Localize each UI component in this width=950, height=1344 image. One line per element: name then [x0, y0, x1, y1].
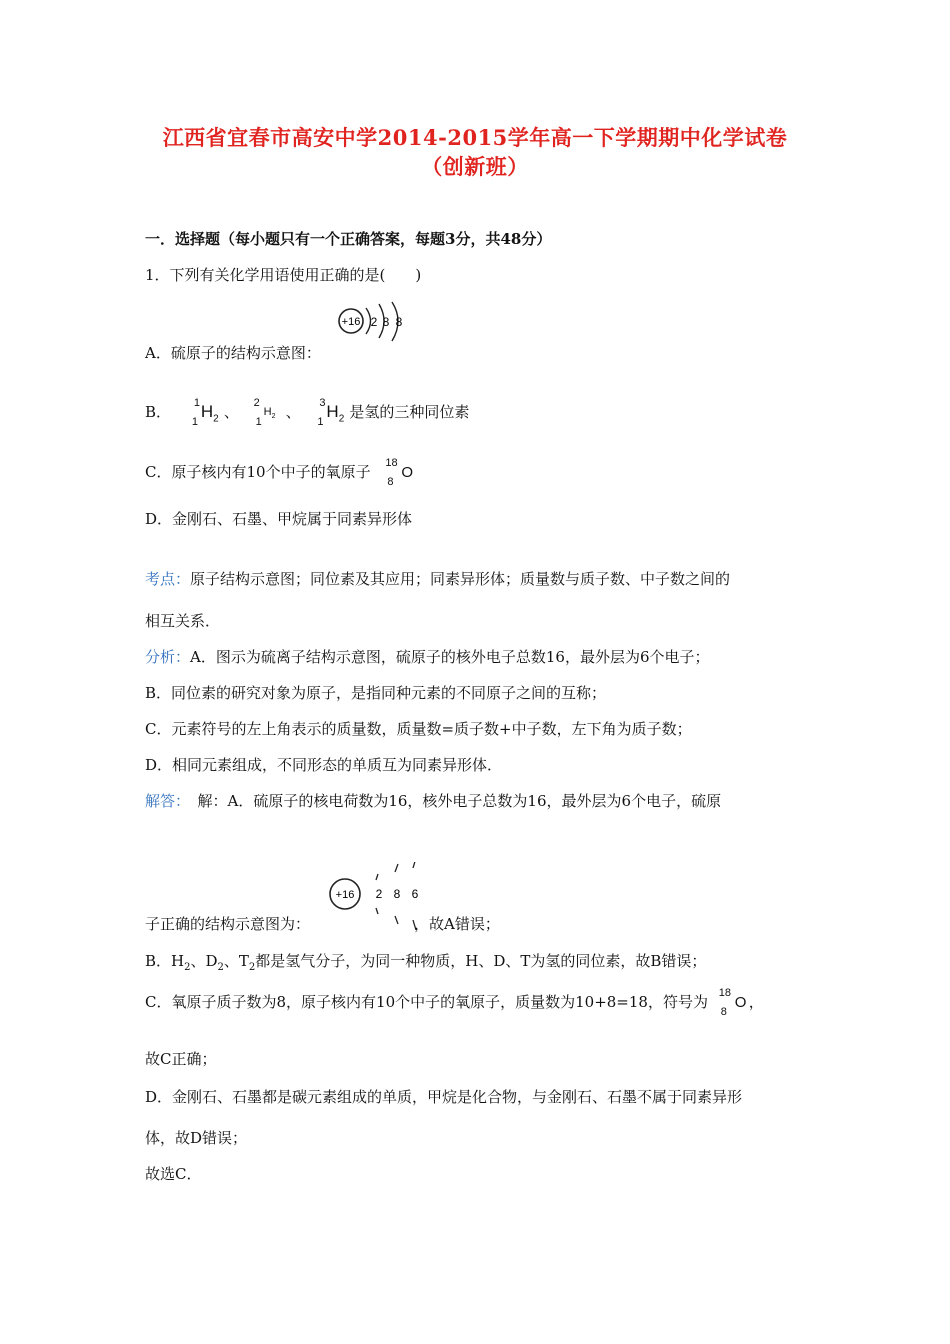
- jieda-line2-post: ，故A错误；: [414, 915, 500, 933]
- document-title: 江西省宜春市高安中学2014-2015学年高一下学期期中化学试卷: [162, 125, 788, 150]
- option-d: D．金刚石、石墨、甲烷属于同素异形体: [145, 510, 413, 528]
- fenxi-label: 分析：: [145, 648, 191, 666]
- option-b-prefix: B．: [145, 403, 172, 421]
- jieda-c-text: C．氧原子质子数为8，原子核内有10个中子的氧原子，质量数为10+8=18，符号为: [145, 993, 708, 1011]
- jieda-line2: [145, 913, 500, 934]
- diagram-wrong-shell-1: 2: [370, 315, 378, 329]
- option-b-suffix: 是氢的三种同位素: [349, 403, 470, 421]
- question-stem: 1．下列有关化学用语使用正确的是( ): [145, 266, 422, 284]
- fenxi-c: C．元素符号的左上角表示的质量数，质量数=质子数+中子数，左下角为质子数；: [145, 720, 692, 738]
- kaodian-text: 原子结构示意图；同位素及其应用；同素异形体；质量数与质子数、中子数之间的: [190, 570, 731, 588]
- jieda-line1: 解：A．硫原子的核电荷数为16，核外电子总数为16，最外层为6个电子，硫原: [182, 792, 722, 810]
- document-subtitle: （创新班）: [421, 154, 529, 179]
- jieda-b: B．$H_2$、$D_2$、$T_2$都是氢气分子，为同一种物质，H、D、T为氢的同位素，故B错误；: [145, 952, 707, 973]
- diagram-wrong-nucleus: +16: [341, 316, 361, 328]
- isotope-h1: 1 1 $H_2$: [191, 397, 219, 428]
- diagram-wrong-shell-3: 8: [395, 315, 403, 329]
- kaodian: [145, 568, 730, 589]
- fenxi-a: A．图示为硫离子结构示意图，硫原子的核外电子总数16，最外层为6个电子；: [190, 648, 710, 666]
- diagram-right-shell-1: 2: [375, 887, 383, 901]
- jieda-d2: 体，故D错误；: [145, 1129, 248, 1147]
- fenxi-d: D．相同元素组成，不同形态的单质互为同素异形体．: [145, 756, 503, 774]
- jieda-label: 解答：: [145, 792, 183, 810]
- kaodian-cont: 相互关系．: [145, 612, 221, 630]
- kaodian-label: 考点：: [145, 570, 191, 588]
- sulfur-diagram-wrong: [335, 300, 415, 346]
- fenxi-b: B．同位素的研究对象为原子，是指同种元素的不同原子之间的互称；: [145, 684, 607, 702]
- isotope-h3: 3 1 $H_2$: [317, 397, 345, 428]
- jieda-d1: D．金刚石、石墨都是碳元素组成的单质，甲烷是化合物，与金刚石、石墨不属于同素异形: [145, 1088, 743, 1106]
- option-c-text: C．原子核内有10个中子的氧原子: [145, 463, 371, 481]
- jieda-line2-pre: 子正确的结构示意图为：: [145, 915, 311, 933]
- isotope-o18: 18 8 O: [385, 457, 414, 488]
- fenxi: [145, 646, 709, 667]
- jieda-c2: 故C正确；: [145, 1050, 217, 1068]
- diagram-right-nucleus: +16: [335, 889, 355, 901]
- option-a: A．硫原子的结构示意图：: [145, 344, 321, 362]
- jieda-c-tail: ，: [748, 993, 764, 1011]
- diagram-right-shell-3: 6: [411, 887, 419, 901]
- section-heading: 一．选择题（每小题只有一个正确答案，每题3分，共48分）: [145, 230, 552, 248]
- diagram-wrong-shell-2: 8: [382, 315, 390, 329]
- option-b-sep2: 、: [285, 403, 301, 421]
- option-c: [145, 458, 415, 488]
- option-b-sep1: 、: [223, 403, 239, 421]
- jieda-isotope-o18: 18 8 O: [718, 987, 747, 1018]
- isotope-h2: 2 1 $H_2$: [253, 397, 276, 428]
- jieda-c: [145, 988, 764, 1018]
- jieda: [145, 790, 721, 811]
- option-b: [145, 398, 469, 428]
- jieda-final: 故选C．: [145, 1165, 202, 1183]
- diagram-right-shell-2: 8: [393, 887, 401, 901]
